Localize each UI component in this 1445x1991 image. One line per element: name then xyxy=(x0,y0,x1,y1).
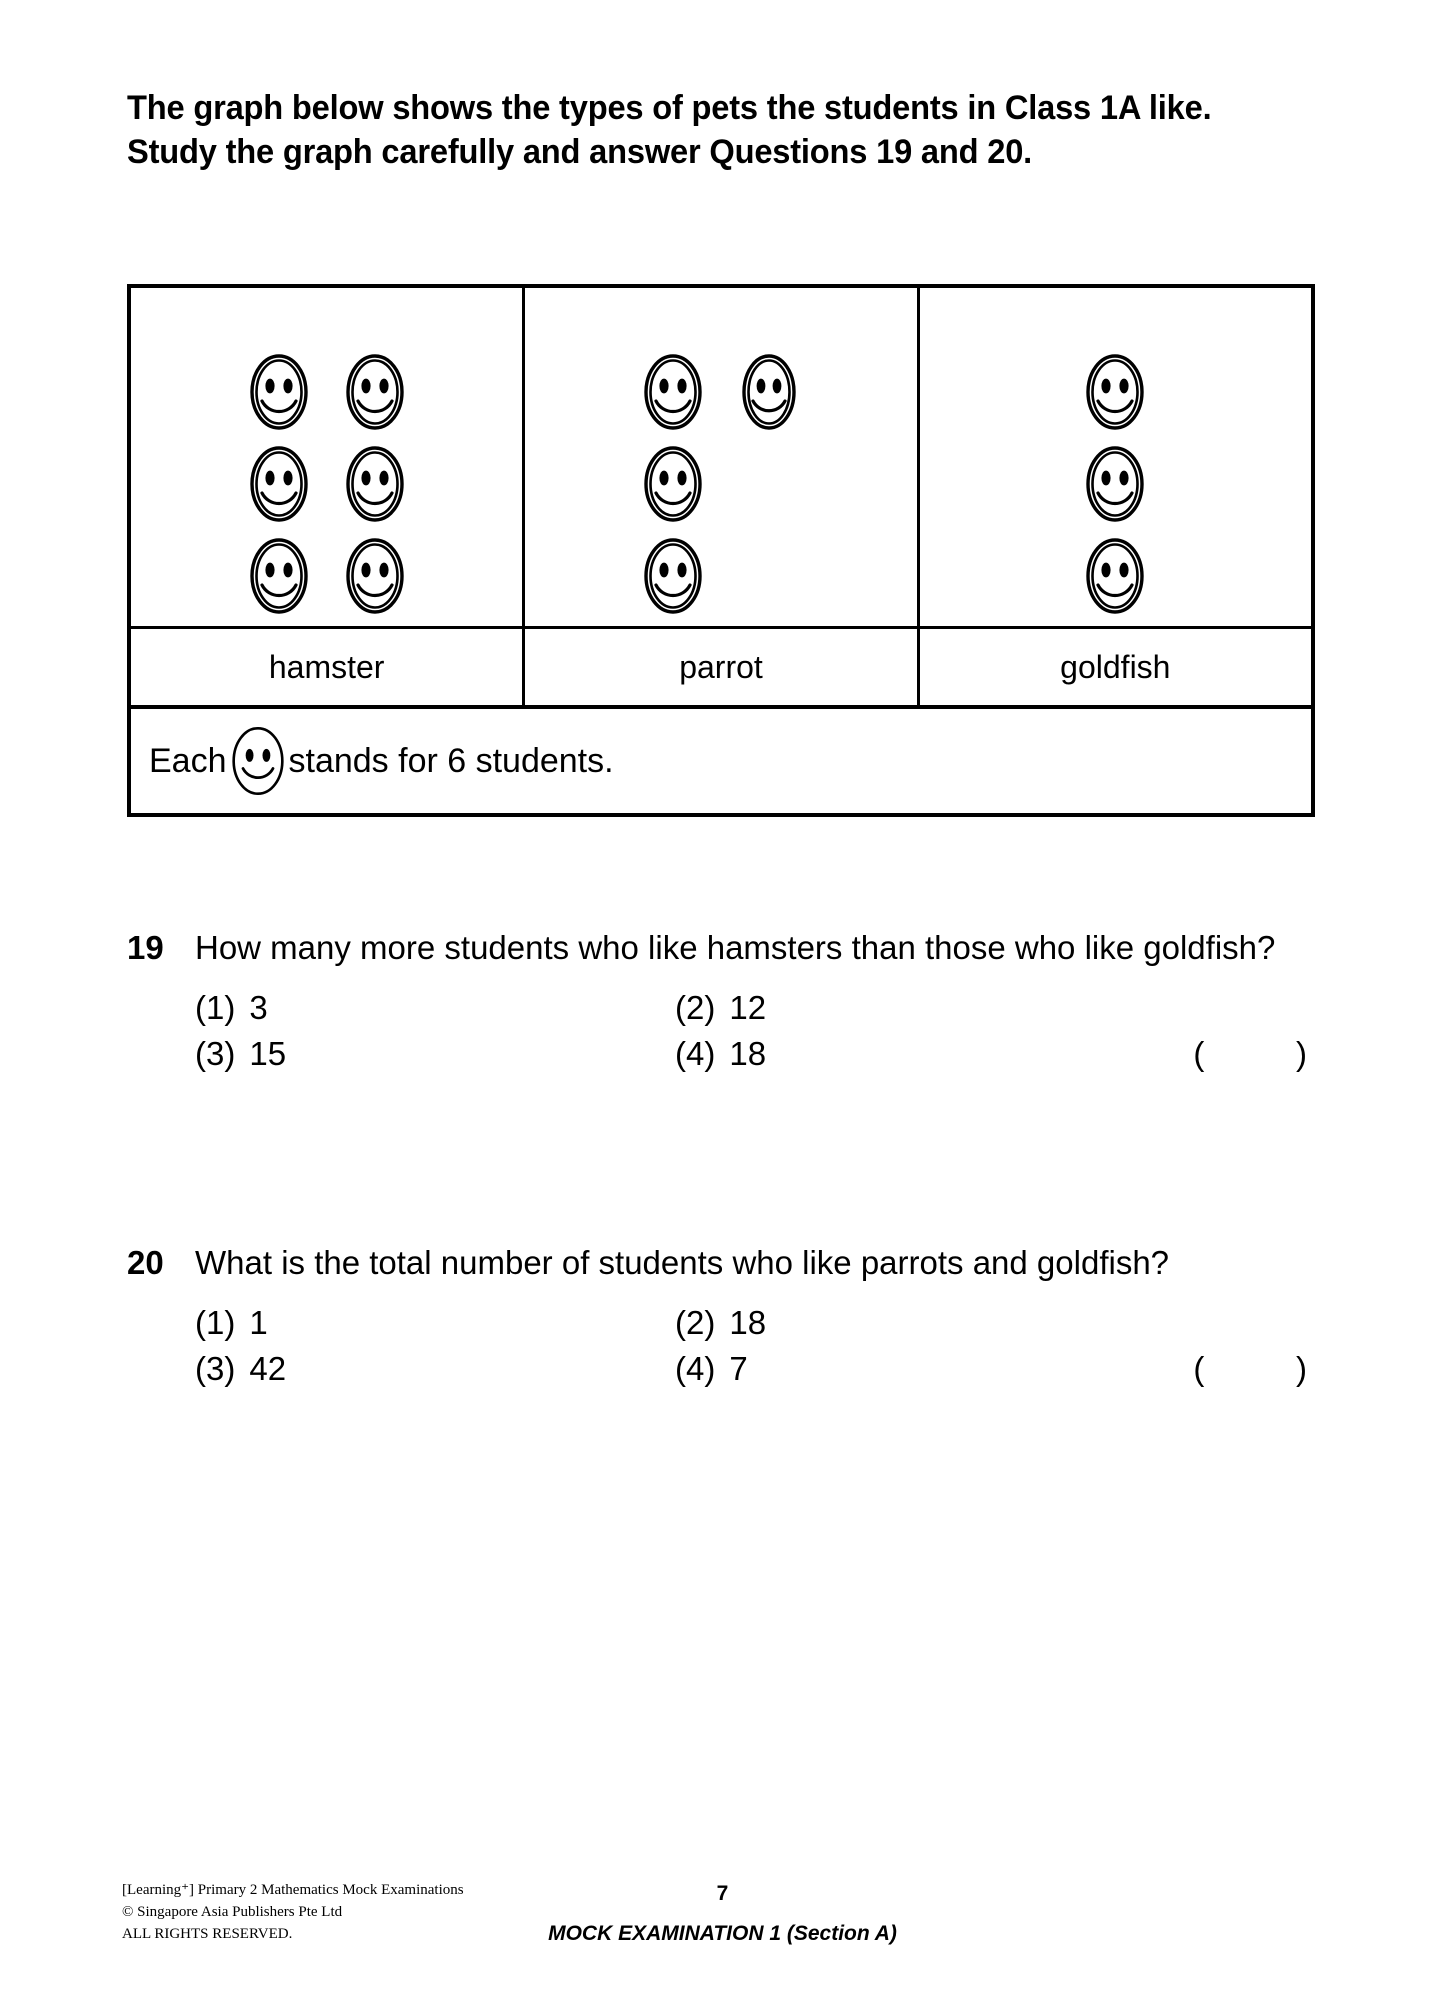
question-20-number: 20 xyxy=(127,1244,164,1281)
option-line xyxy=(195,1346,1317,1393)
option-value: 42 xyxy=(249,1350,287,1388)
question-20-header xyxy=(127,1240,1317,1286)
exam-label: MOCK EXAMINATION 1 (Section A) xyxy=(548,1922,897,1945)
option-4[interactable] xyxy=(675,1031,1105,1078)
option-2[interactable] xyxy=(675,985,1105,1032)
footer-line-3: ALL RIGHTS RESERVED. xyxy=(122,1925,293,1942)
option-value: 15 xyxy=(249,1035,287,1073)
icon-row xyxy=(920,352,1311,432)
icon-stack-parrot xyxy=(525,352,916,616)
option-value: 18 xyxy=(729,1035,767,1073)
icon-row xyxy=(131,444,522,524)
smiley-face-icon xyxy=(1084,444,1146,524)
option-3[interactable] xyxy=(195,1346,675,1393)
category-label-goldfish: goldfish xyxy=(1060,648,1171,685)
pictograph-icon-row xyxy=(131,288,1311,626)
page-number: 7 xyxy=(716,1882,729,1905)
option-value: 3 xyxy=(249,988,268,1026)
question-19-number: 19 xyxy=(127,929,164,966)
smiley-face-icon xyxy=(1084,352,1146,432)
page-footer xyxy=(0,1880,1445,1990)
smiley-face-icon xyxy=(642,352,704,432)
question-19-text: How many more students who like hamsters than those who like goldfish? xyxy=(195,929,1276,966)
smiley-face-icon xyxy=(738,352,800,432)
question-19 xyxy=(127,925,1317,1078)
question-19-header xyxy=(127,925,1317,971)
option-value: 12 xyxy=(729,988,767,1026)
smiley-face-icon xyxy=(248,352,310,432)
icon-row xyxy=(477,444,964,524)
option-key: (2) xyxy=(675,1303,716,1341)
answer-bracket[interactable]: ( ) xyxy=(1193,1035,1307,1073)
option-line xyxy=(195,985,1317,1032)
option-key: (4) xyxy=(675,1350,716,1388)
question-20 xyxy=(127,1240,1317,1393)
option-3[interactable] xyxy=(195,1031,675,1078)
footer-line-1: [Learning⁺] Primary 2 Mathematics Mock Examinations xyxy=(122,1882,464,1898)
pictograph-legend xyxy=(131,705,1311,813)
option-1[interactable] xyxy=(195,985,675,1032)
option-line xyxy=(195,1031,1317,1078)
option-2[interactable] xyxy=(675,1300,1105,1347)
pictograph-label-row xyxy=(131,626,1311,705)
pictograph-column-parrot xyxy=(525,288,919,626)
icon-row xyxy=(920,444,1311,524)
smiley-face-icon xyxy=(344,352,406,432)
option-line xyxy=(195,1300,1317,1347)
option-value: 7 xyxy=(729,1350,748,1388)
option-4[interactable] xyxy=(675,1346,1105,1393)
icon-row xyxy=(131,536,522,616)
pictograph-column-goldfish xyxy=(920,288,1311,626)
option-value: 1 xyxy=(249,1303,268,1341)
smiley-face-icon xyxy=(344,536,406,616)
pictograph-table xyxy=(127,284,1315,817)
smiley-face-icon xyxy=(248,444,310,524)
question-19-options xyxy=(195,985,1317,1079)
icon-stack-hamster xyxy=(131,352,522,616)
smiley-face-icon xyxy=(248,536,310,616)
category-label-parrot: parrot xyxy=(525,629,919,705)
option-1[interactable] xyxy=(195,1300,675,1347)
option-key: (3) xyxy=(195,1350,236,1388)
icon-row xyxy=(477,536,964,616)
smiley-face-icon xyxy=(229,723,287,799)
legend-suffix-text: stands for 6 students. xyxy=(288,741,614,780)
smiley-face-icon xyxy=(642,444,704,524)
icon-row xyxy=(131,352,522,432)
option-key: (1) xyxy=(195,1303,236,1341)
page-heading: The graph below shows the types of pets the students in Class 1A like. Study the graph carefully and answer Questions 19 and 20. xyxy=(127,89,1212,172)
smiley-face-icon xyxy=(1084,536,1146,616)
question-20-text: What is the total number of students who like parrots and goldfish? xyxy=(195,1244,1170,1281)
option-value: 18 xyxy=(729,1303,767,1341)
icon-stack-goldfish xyxy=(920,352,1311,616)
answer-bracket[interactable]: ( ) xyxy=(1193,1350,1307,1388)
smiley-face-icon xyxy=(642,536,704,616)
legend-prefix-text: Each xyxy=(149,741,227,780)
icon-row xyxy=(920,536,1311,616)
category-label-hamster: hamster xyxy=(131,629,525,705)
option-key: (4) xyxy=(675,1035,716,1073)
pictograph-column-hamster xyxy=(131,288,525,626)
footer-line-2: © Singapore Asia Publishers Pte Ltd xyxy=(122,1903,343,1920)
smiley-face-icon xyxy=(344,444,406,524)
option-key: (2) xyxy=(675,988,716,1026)
question-20-options xyxy=(195,1300,1317,1394)
option-key: (3) xyxy=(195,1035,236,1073)
icon-row xyxy=(525,352,916,432)
option-key: (1) xyxy=(195,988,236,1026)
